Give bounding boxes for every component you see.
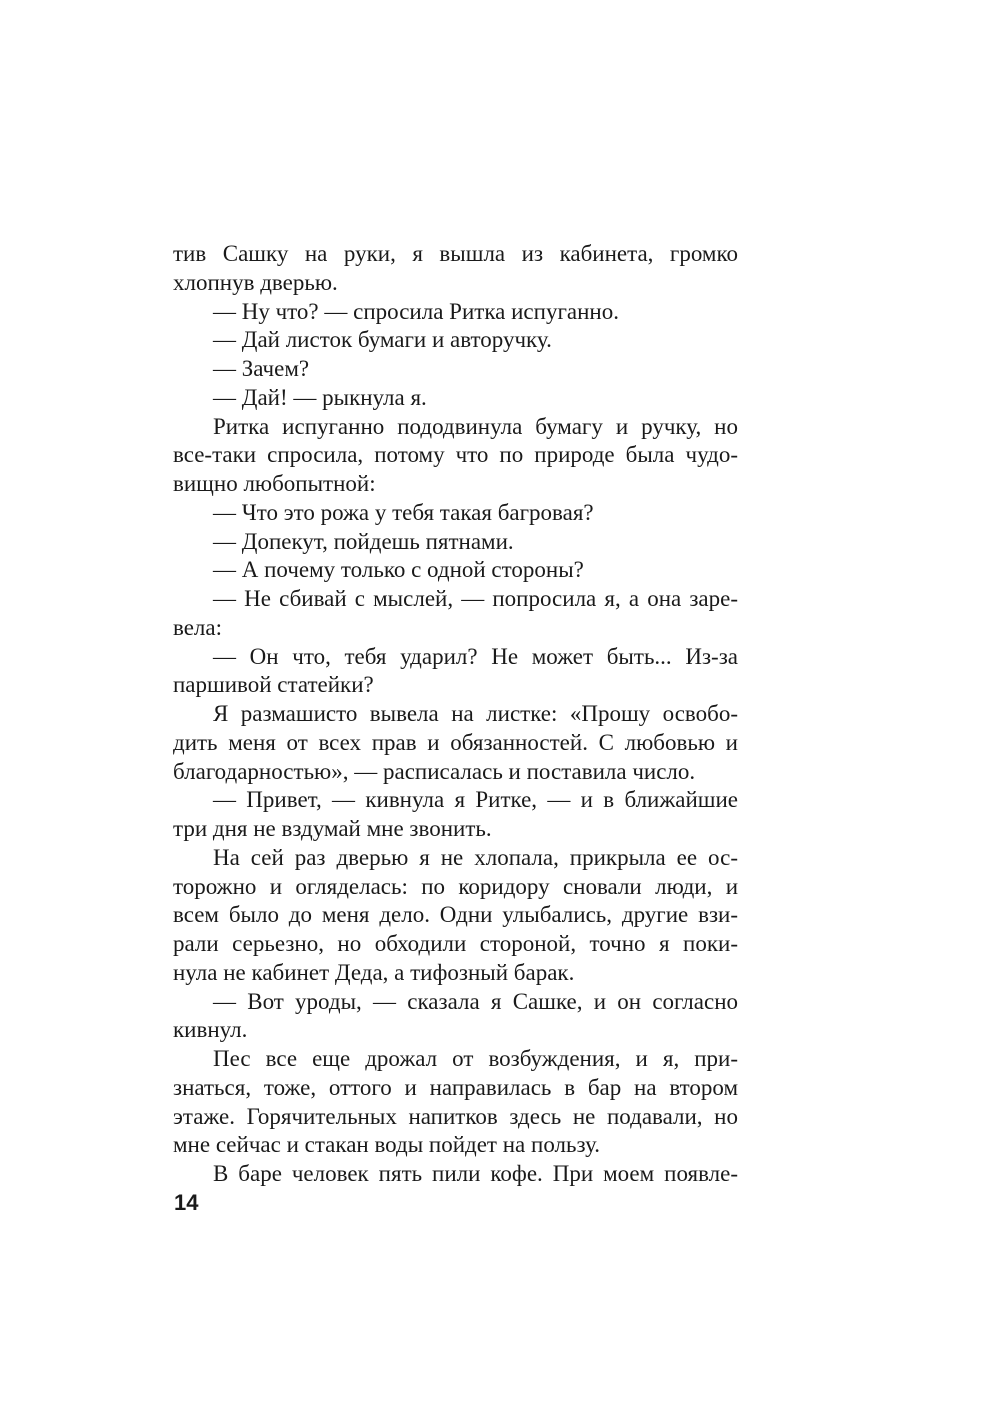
body-text bbox=[173, 240, 738, 1189]
text-line: — Привет, — кивнула я Ритке, — и в ближайшие bbox=[213, 787, 738, 813]
text-line: — Дай! — рыкнула я. bbox=[213, 384, 427, 410]
text-line: нула не кабинет Деда, а тифозный барак. bbox=[173, 959, 575, 985]
text-line: — Дай листок бумаги и авторучку. bbox=[213, 327, 552, 353]
text-line: Я размашисто вывела на листке: «Прошу освобо- bbox=[213, 701, 738, 726]
text-line: дить меня от всех прав и обязанностей. С любовью и bbox=[173, 729, 738, 755]
text-line: Пес все еще дрожал от возбуждения, и я, при- bbox=[213, 1046, 738, 1071]
text-line: тив Сашку на руки, я вышла из кабинета, громко bbox=[173, 241, 738, 266]
text-line: — Что это рожа у тебя такая багровая? bbox=[213, 499, 594, 525]
text-line: вищно любопытной: bbox=[173, 471, 376, 496]
text-line: все-таки спросила, потому что по природе была чудо- bbox=[173, 442, 738, 468]
text-line: — Вот уроды, — сказала я Сашке, и он согласно bbox=[213, 988, 738, 1014]
text-line: В баре человек пять пили кофе. При моем появле- bbox=[213, 1161, 738, 1186]
text-line: — Он что, тебя ударил? Не может быть... Из-за bbox=[213, 643, 738, 669]
text-line: всем было до меня дело. Одни улыбались, другие взи- bbox=[173, 902, 738, 928]
text-line: — А почему только с одной стороны? bbox=[213, 557, 584, 583]
text-line: паршивой статейки? bbox=[173, 672, 374, 698]
text-line: знаться, тоже, оттого и направилась в бар на втором bbox=[173, 1074, 738, 1100]
text-line: рали серьезно, но обходили стороной, точно я поки- bbox=[173, 931, 738, 956]
text-line: вела: bbox=[173, 614, 223, 640]
text-line: — Не сбивай с мыслей, — попросила я, а она заре- bbox=[213, 586, 738, 611]
text-line: кивнул. bbox=[173, 1017, 248, 1043]
text-line: — Ну что? — спросила Ритка испуганно. bbox=[213, 298, 619, 324]
page-number: 14 bbox=[174, 1190, 199, 1215]
text-line: Ритка испуганно пододвинула бумагу и ручку, но bbox=[213, 413, 738, 439]
text-line: мне сейчас и стакан воды пойдет на пользу. bbox=[173, 1132, 601, 1158]
text-line: торожно и огляделась: по коридору сновали люди, и bbox=[173, 873, 738, 899]
text-line: На сей раз дверью я не хлопала, прикрыла ее ос- bbox=[213, 844, 738, 870]
text-line: три дня не вздумай мне звонить. bbox=[173, 816, 492, 841]
text-line: — Зачем? bbox=[213, 356, 310, 381]
text-line: хлопнув дверью. bbox=[173, 269, 338, 295]
text-line: — Допекут, пойдешь пятнами. bbox=[213, 528, 514, 554]
text-line: благодарностью», — расписалась и поставила число. bbox=[173, 758, 696, 784]
text-line: этаже. Горячительных напитков здесь не подавали, но bbox=[173, 1103, 738, 1129]
